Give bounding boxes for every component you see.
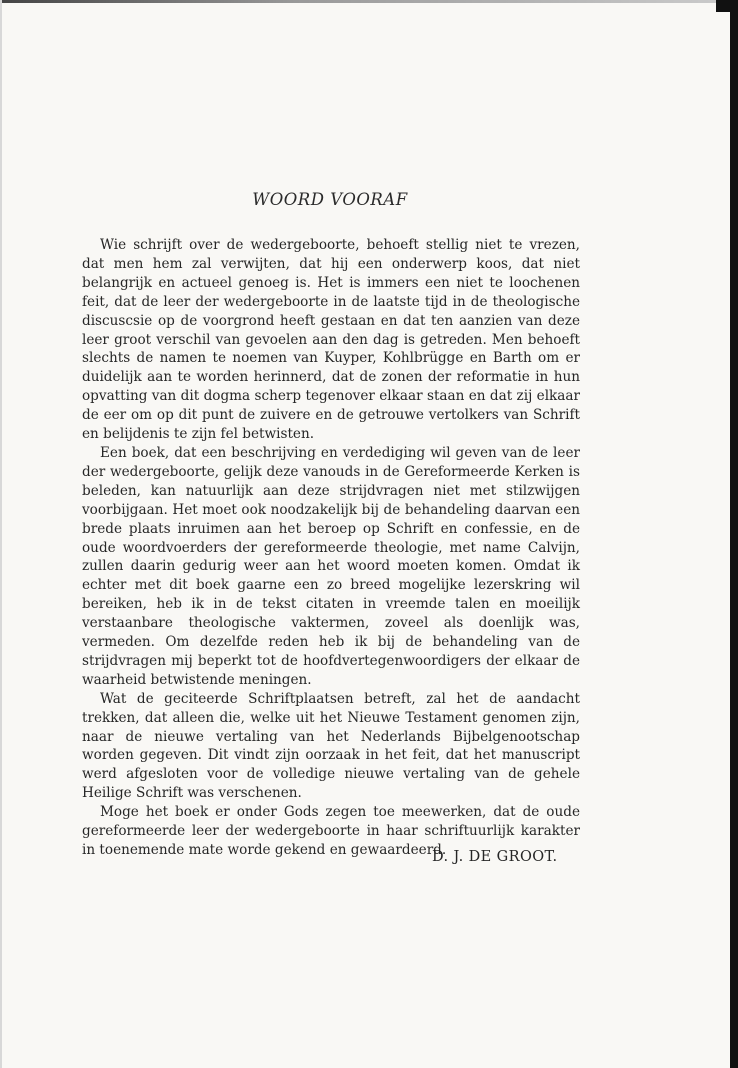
page-top-edge [0,0,738,3]
paragraph: Moge het boek er onder Gods zegen toe meewerken, dat de oude gereformeerde leer der wedergeboorte in haar schriftuurlijk karakter in toenemende mate worde gekend en gewaardeerd. [82,804,580,858]
paragraph: Een boek, dat een beschrijving en verdediging wil geven van de leer der wedergeboorte, gelijk deze vanouds in de Gereformeerde Kerken is beleden, kan natuurlijk aan deze strijdvragen niet met stilzwijgen voorbijgaan. Het moet ook noodzakelijk bij de behandeling daarvan een brede plaats inruimen aan het beroep op Schrift en confessie, en de oude woordvoerders der gereformeerde theologie, met name Calvijn, zullen daarin gedurig weer aan het woord moeten komen. Omdat ik echter met dit boek gaarne een zo breed mogelijke lezerskring wil bereiken, heb ik in de tekst citaten in vreemde talen en moeilijk verstaanbare theologische vaktermen, zoveel als doenlijk was, vermeden. Om dezelfde reden heb ik bij de behandeling van de strijdvragen mij beperkt tot de hoofdvertegenwoordigers der elkaar de waarheid betwistende meningen. [82,444,580,688]
page-corner-shadow [716,0,738,12]
page-left-edge [0,0,2,1068]
foreword-body [82,236,580,860]
page-title: WOORD VOORAF [252,190,408,209]
page-right-edge-shadow [730,0,738,1068]
paragraph: Wie schrijft over de wedergeboorte, behoeft stellig niet te vrezen, dat men hem zal verwijten, dat hij een onderwerp koos, dat niet belangrijk en actueel genoeg is. Het is immers een niet te loochenen feit, dat de leer der wedergeboorte in de laatste tijd in de theologische discuscsie op de voorgrond heeft gestaan en dat ten aanzien van deze leer groot verschil van gevoelen aan den dag is getreden. Men behoeft slechts de namen te noemen van Kuyper, Kohlbrügge en Barth om er duidelijk aan te worden herinnerd, dat de zonen der reformatie in hun opvatting van dit dogma scherp tegenover elkaar staan en dat zij elkaar de eer om op dit punt de zuivere en de getrouwe vertolkers van Schrift en belijdenis te zijn fel betwisten. [82,237,580,443]
author-signature: D. J. DE GROOT. [432,849,558,865]
paragraph: Wat de geciteerde Schriftplaatsen betreft, zal het de aandacht trekken, dat alleen die, welke uit het Nieuwe Testament genomen zijn, naar de nieuwe vertaling van het Nederlands Bijbelgenootschap worden gegeven. Dit vindt zijn oorzaak in het feit, dat het manuscript werd afgesloten voor de volledige nieuwe vertaling van de gehele Heilige Schrift was verschenen. [82,690,580,802]
